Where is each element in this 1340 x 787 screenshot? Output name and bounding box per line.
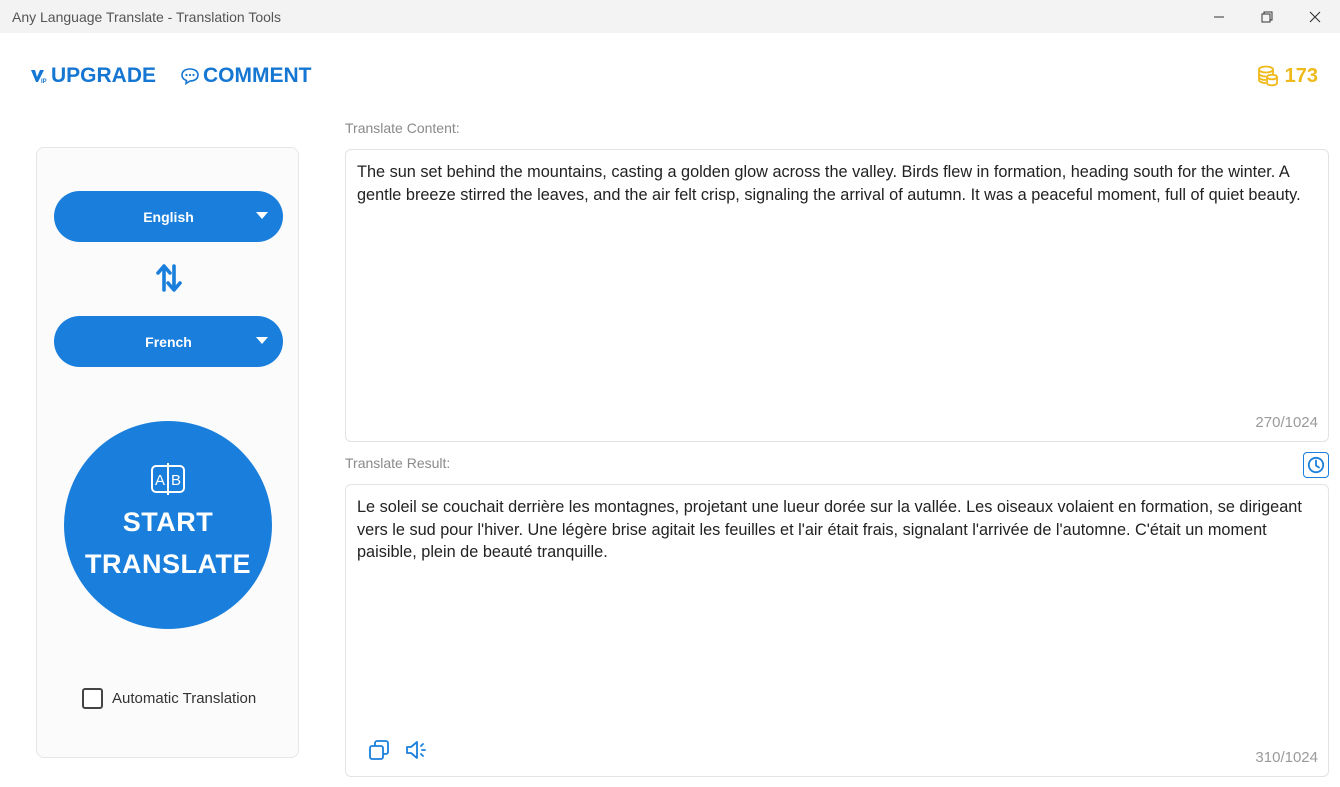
chevron-down-icon [256,337,268,344]
svg-text:IP: IP [41,79,47,84]
title-bar [0,0,1340,33]
speak-button[interactable] [405,738,429,762]
comment-button[interactable] [180,62,312,90]
restore-icon [1261,11,1273,23]
language-panel [36,147,299,758]
swap-arrows-icon [156,263,182,293]
minimize-icon [1213,11,1225,23]
target-language-select[interactable] [54,316,283,367]
coin-count: 173 [1284,64,1318,87]
coin-stack-icon [1257,65,1279,87]
history-button[interactable] [1303,452,1329,478]
clock-icon [1307,456,1325,474]
source-text-area[interactable] [345,149,1329,442]
checkbox-box[interactable] [82,688,103,709]
speech-bubble-icon [180,67,200,85]
start-translate-button[interactable] [64,421,272,629]
result-text-area[interactable] [345,484,1329,777]
coin-balance[interactable] [1257,62,1318,90]
translate-label: TRANSLATE [85,549,251,579]
window-title: Any Language Translate - Translation Tools [12,9,282,25]
upgrade-button[interactable] [30,62,156,90]
target-language-label: French [145,333,192,350]
source-language-label: English [143,208,194,225]
close-button[interactable] [1292,0,1338,33]
upgrade-label: UPGRADE [51,64,157,87]
source-text[interactable]: The sun set behind the mountains, casting a golden glow across the valley. Birds flew in formation, heading south for the winter. A gentle breeze stirred the leaves, and the air felt crisp, signaling the arrival of autumn. It was a peaceful moment, full of quiet beauty. [357,163,1301,204]
close-icon [1309,11,1321,23]
swap-languages-button[interactable] [153,261,185,295]
copy-icon [368,739,390,761]
start-label: START [122,507,214,537]
translate-ab-icon [150,463,186,495]
comment-label: COMMENT [203,64,312,87]
source-char-counter: 270/1024 [1255,414,1318,431]
automatic-translation-checkbox[interactable] [82,688,256,709]
translate-result-label: Translate Result: [345,455,451,471]
svg-text:A: A [154,472,166,489]
speaker-icon [405,739,429,761]
source-language-select[interactable] [54,191,283,242]
result-text[interactable]: Le soleil se couchait derrière les montagnes, projetant une lueur dorée sur la vallée. Les oiseaux volaient en formation, se dirigeant vers le sud pour l'hiver. Une légère brise agitait les feuilles et l'air était frais, signalant l'arrivée de l'automne. C'était un moment paisible, plein de beauté tranquille. [357,498,1302,561]
copy-button[interactable] [367,738,391,762]
svg-text:B: B [170,472,182,489]
vip-icon [30,68,48,84]
restore-button[interactable] [1244,0,1290,33]
result-char-counter: 310/1024 [1255,749,1318,766]
chevron-down-icon [256,212,268,219]
translate-content-label: Translate Content: [345,120,460,136]
automatic-translation-label: Automatic Translation [112,690,257,707]
minimize-button[interactable] [1196,0,1242,33]
